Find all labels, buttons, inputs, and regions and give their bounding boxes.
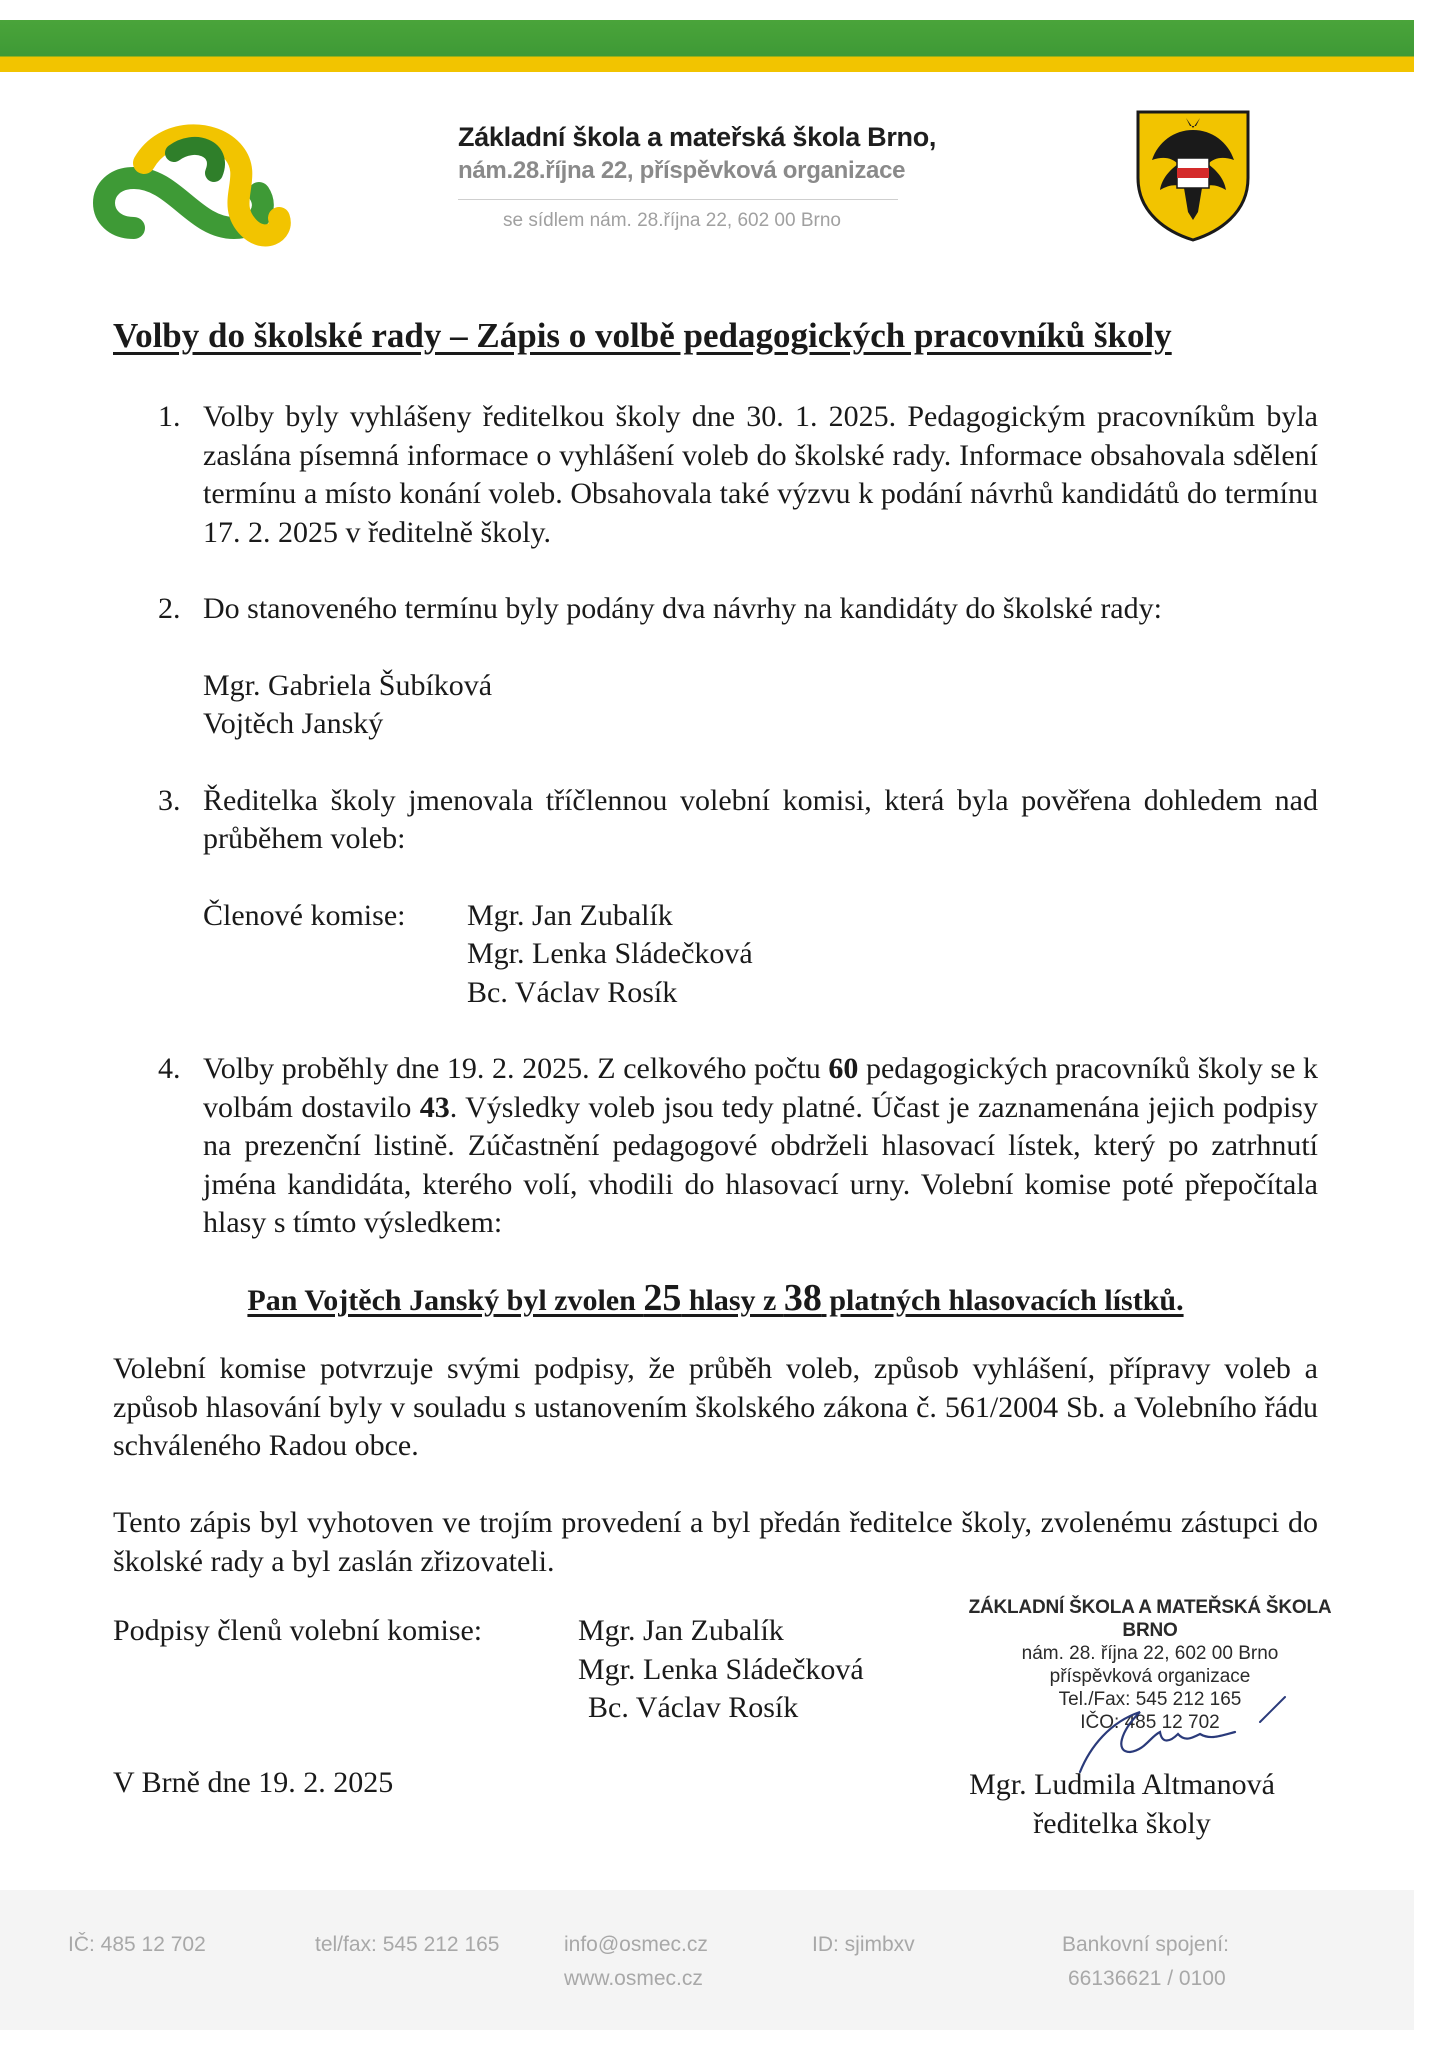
- item-text: Ředitelka školy jmenovala tříčlennou volební komisi, která byla pověřena dohledem nad průběhem voleb:: [203, 783, 1318, 855]
- list-item: [113, 782, 1318, 1013]
- school-name: Základní škola a mateřská škola Brno,: [458, 122, 937, 152]
- item-number: 3.: [158, 783, 181, 817]
- committee-block: [203, 897, 1318, 1013]
- director-block: [932, 1766, 1312, 1843]
- committee-members: [467, 897, 753, 1013]
- confirmation-paragraph: Volební komise potvrzuje svými podpisy, že průběh voleb, způsob vyhlášení, přípravy voleb a způsob hlasování byly v souladu s ustanovením školského zákona č. 561/2004 Sb. a Volebního řádu schváleného Radou obce.: [113, 1352, 1318, 1462]
- item-text-part: pedagogických pracovníků školy se k volbám dostavilo: [203, 1052, 1318, 1124]
- director-role: ředitelka školy: [1033, 1806, 1211, 1840]
- total-count: 60: [828, 1052, 859, 1085]
- signature-name: Mgr. Lenka Sládečková: [578, 1652, 864, 1686]
- committee-signatures: [113, 1612, 864, 1728]
- result-text: hlasy z: [681, 1284, 784, 1317]
- school-logo: [74, 108, 294, 258]
- candidate-name: Mgr. Gabriela Šubíková: [203, 668, 493, 702]
- item-number: 4.: [158, 1052, 181, 1085]
- stamp-school-name: ZÁKLADNÍ ŠKOLA A MATEŘSKÁ ŠKOLA BRNO: [968, 1597, 1332, 1641]
- signature-names: [578, 1612, 864, 1728]
- stamp-address: nám. 28. října 22, 602 00 Brno: [1021, 1643, 1279, 1664]
- header-divider: [458, 199, 898, 200]
- item-number: 1.: [158, 400, 181, 433]
- page-footer: [0, 1890, 1414, 2030]
- valid-ballots-count: 38: [783, 1277, 822, 1319]
- school-header: [458, 122, 936, 232]
- item-text: Volby byly vyhlášeny ředitelkou školy dne 30. 1. 2025. Pedagogickým pracovníkům byla zaslána písemná informace o vyhlášení voleb do školské rady. Informace obsahovala sdělení termínu a místo konání voleb. Obsahovala také výzvu k podání návrhů kandidátů do termínu 17. 2. 2025 v ředitelně školy.: [203, 400, 1318, 549]
- item-text-part: Volby proběhly dne 19. 2. 2025. Z celkového počtu: [203, 1052, 829, 1085]
- committee-label: Členové komise:: [203, 898, 406, 932]
- header-color-bar: [0, 20, 1414, 72]
- list-item: [113, 1050, 1318, 1243]
- item-text: Do stanoveného termínu byly podány dva návrhy na kandidáty do školské rady:: [203, 592, 1162, 625]
- list-item: [113, 590, 1318, 744]
- election-result: [113, 1276, 1318, 1320]
- result-text: platných hlasovacích lístků.: [821, 1284, 1184, 1317]
- votes-count: 25: [643, 1277, 682, 1319]
- stamp-organization: příspěvková organizace: [1049, 1666, 1251, 1687]
- committee-member: Bc. Václav Rosík: [467, 975, 678, 1009]
- minutes-list: [113, 398, 1318, 1243]
- footer-email: info@osmec.cz: [564, 1933, 708, 1956]
- brno-coat-of-arms-icon: [1134, 108, 1252, 242]
- signature-name: Mgr. Jan Zubalík: [578, 1614, 784, 1647]
- document-date: V Brně dne 19. 2. 2025: [113, 1766, 394, 1799]
- result-text: Pan Vojtěch Janský byl zvolen: [247, 1284, 644, 1317]
- director-name: Mgr. Ludmila Altmanová: [969, 1768, 1275, 1801]
- item-number: 2.: [158, 592, 181, 625]
- committee-member: Mgr. Lenka Sládečková: [467, 937, 753, 970]
- school-address: nám.28.října 22, příspěvková organizace: [458, 157, 906, 184]
- present-count: 43: [419, 1090, 450, 1124]
- footer-web: www.osmec.cz: [564, 1967, 703, 1990]
- footer-bank-account: 66136621 / 0100: [1068, 1967, 1226, 1990]
- distribution-paragraph: Tento zápis byl vyhotoven ve trojím provedení a byl předán ředitelce školy, zvolenému zástupci do školské rady a byl zaslán zřizovateli.: [113, 1506, 1318, 1578]
- footer-bank-label: Bankovní spojení:: [1062, 1933, 1229, 1956]
- committee-member: Mgr. Jan Zubalík: [467, 898, 673, 932]
- footer-tel: tel/fax: 545 212 165: [315, 1933, 500, 1956]
- stamp-phone: Tel./Fax: 545 212 165: [1058, 1689, 1242, 1710]
- footer-ic: IČ: 485 12 702: [68, 1933, 206, 1956]
- item-text-part: . Výsledky voleb jsou tedy platné. Účast je zaznamenána jejich podpisy na prezenční listině. Zúčastnění pedagogové obdrželi hlasovací lístek, který po zatrhnutí jména kandidáta, kterého volí, vhodili do hlasovací urny. Volební komise poté přepočítala hlasy s tímto výsledkem:: [203, 1090, 1318, 1239]
- signatures-label: Podpisy členů volební komise:: [113, 1614, 483, 1647]
- school-seat: se sídlem nám. 28.října 22, 602 00 Brno: [503, 210, 841, 231]
- candidate-name: Vojtěch Janský: [203, 707, 384, 740]
- candidate-list: [203, 667, 1318, 744]
- footer-id: ID: sjimbxv: [812, 1933, 915, 1956]
- stamp-ico: IČO: 485 12 702: [1080, 1712, 1220, 1733]
- list-item: [113, 398, 1318, 552]
- document-title: Volby do školské rady – Zápis o volbě pedagogických pracovníků školy: [113, 316, 1172, 355]
- signature-name: Bc. Václav Rosík: [588, 1691, 799, 1724]
- item-text: [203, 1050, 1318, 1243]
